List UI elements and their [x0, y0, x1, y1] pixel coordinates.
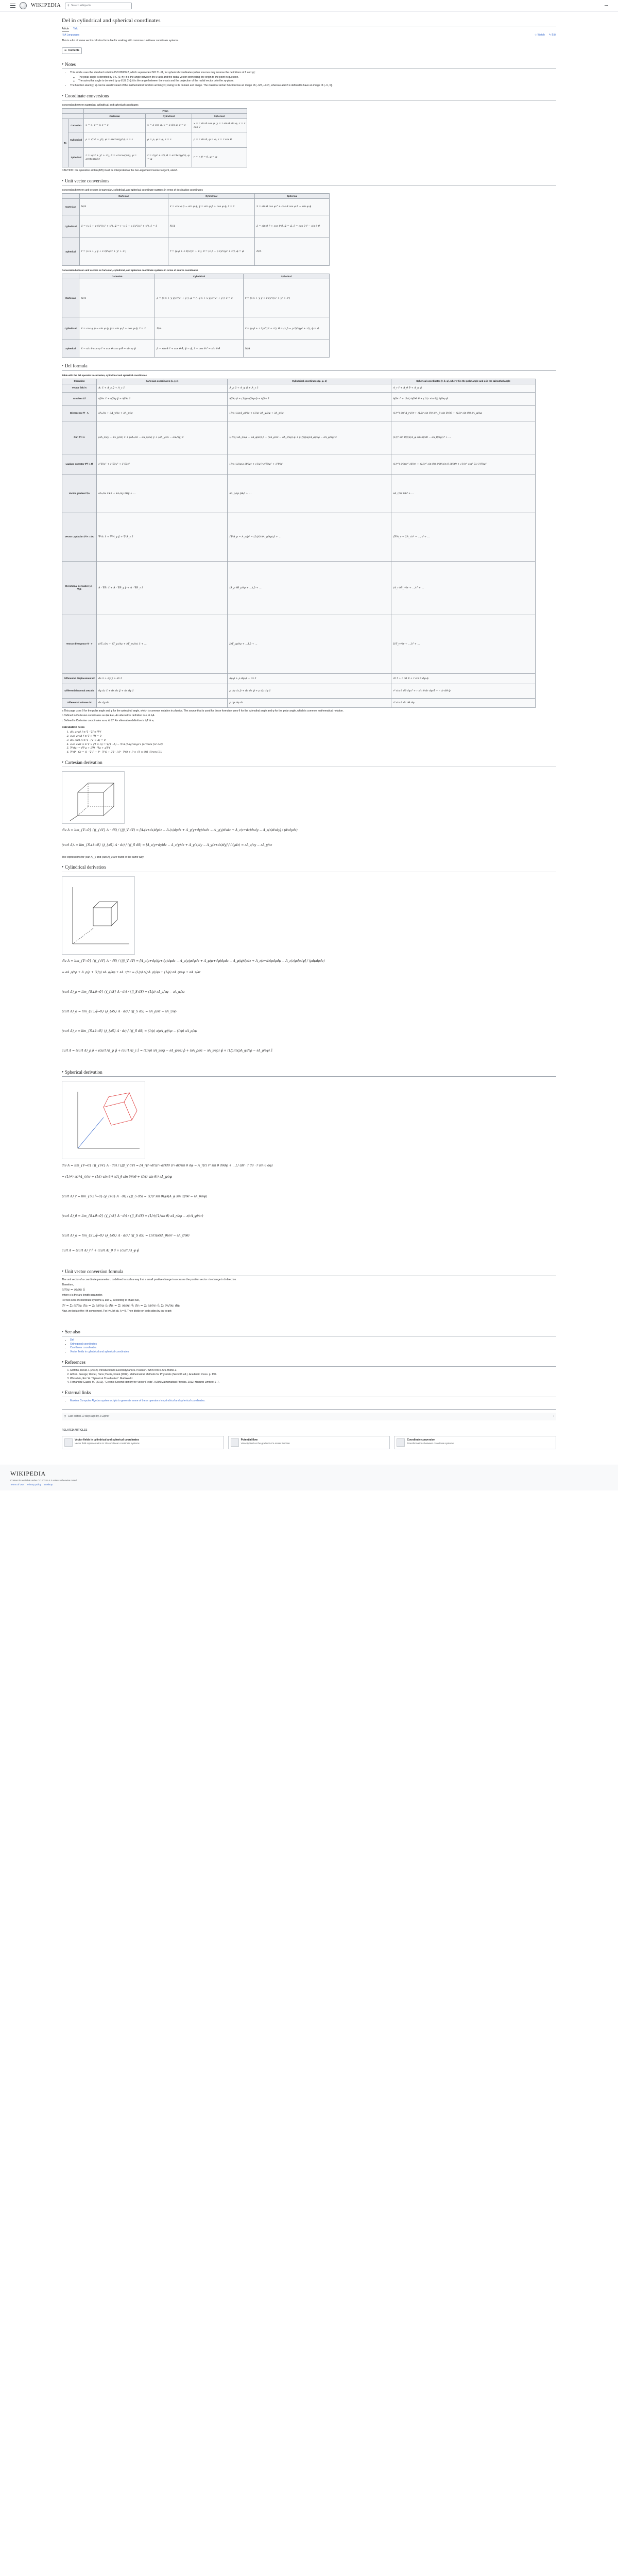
table-cell: Aₓ x̂ + A_y ŷ + A_z ẑ [97, 384, 228, 392]
table-header: Spherical [243, 274, 329, 279]
wikipedia-globe-icon [20, 2, 27, 9]
list-icon: ☰ [64, 49, 67, 53]
equation: curl A = (curl A)_r r̂ + (curl A)_θ θ̂ + (curl A)_φ φ̂ [62, 1248, 139, 1252]
footnote: a This page uses θ for the polar angle and φ for the azimuthal angle, which is common notation in physics. The source that is used for these formulae uses θ for the azimuthal angle and φ for the polar angle, which is common mathematical notation. [62, 709, 344, 713]
list-item: 5. ∇²(fg) = f∇²g + 2∇f · ∇g + g∇²f [70, 747, 556, 750]
table-cell: ∂f/∂r r̂ + (1/r) ∂f/∂θ θ̂ + (1/(r sin θ)) ∂f/∂φ φ̂ [391, 392, 536, 405]
table-cell: (A_ρ ∂B_ρ/∂ρ + ...) ρ̂ + ... [228, 561, 391, 615]
table-header: Cylindrical [146, 114, 192, 119]
license-text: Content is available under CC BY-SA 4.0 unless otherwise noted. [10, 1479, 77, 1482]
table-cell: ρ dρ dφ dz [228, 698, 391, 707]
thumbnail [397, 1438, 405, 1447]
table-cell: ∂²f/∂x² + ∂²f/∂y² + ∂²f/∂z² [97, 454, 228, 474]
table-caption: Conversion between unit vectors in Cartesian, cylindrical, and spherical coordinate systems in terms of source coordinates [62, 269, 198, 272]
chevron-down-icon: ▾ [62, 1330, 64, 1333]
equation: ∂r/∂u = ∂s/∂u û [62, 1288, 85, 1292]
table-cell: ρ dφ dz ρ̂ + dρ dz φ̂ + ρ dρ dφ ẑ [228, 684, 391, 698]
table-cell: ρ̂ = (x x̂ + y ŷ)/√(x² + y²), φ̂ = (−y x̂ + x ŷ)/√(x² + y²), ẑ = ẑ [155, 279, 244, 317]
calculation-rules-heading: Calculation rules [62, 725, 85, 729]
footnote: b Defined in Cartesian coordinates as ∂ᵢA ⊗ eᵢ. An alternative definition is eᵢ ⊗ ∂ᵢA. [62, 714, 156, 718]
row-header: Directional derivative (A · ∇)B [62, 561, 97, 615]
coordinate-conversions-heading[interactable]: ▾ Coordinate conversions [62, 93, 556, 100]
table-cell: N/A [79, 199, 168, 215]
table-row [62, 474, 536, 513]
contents-button[interactable]: ☰ Contents [62, 47, 82, 54]
table-corner [62, 194, 80, 199]
spherical-volume-figure [62, 1081, 145, 1159]
paragraph: Now, we isolate the i-th component. For i≠k, let du_k = 0. Then divide on both sides by duᵢ to get: [62, 1309, 172, 1313]
equation: = ∂A_ρ/∂ρ + A_ρ/ρ + (1/ρ) ∂A_φ/∂φ + ∂A_z/∂z = (1/ρ) ∂(ρA_ρ)/∂ρ + (1/ρ) ∂A_φ/∂φ + ∂A_z/∂z [62, 971, 201, 975]
see-also-link[interactable]: Curvilinear coordinates [70, 1346, 97, 1350]
notes-list [70, 71, 556, 88]
related-article-card[interactable]: Vector fields in cylindrical and spherical coordinates Vector field representation in 3D curvilinear coordinate systems [62, 1436, 224, 1449]
see-also-heading[interactable]: ▾ See also [62, 1329, 556, 1336]
equation: dr = Σᵢ ∂r/∂uᵢ duᵢ = Σᵢ ∂s/∂uᵢ ûᵢ duᵢ = Σⱼ ∂s/∂vⱼ v̂ⱼ dvⱼ = Σⱼ ∂s/∂vⱼ v̂ⱼ Σᵢ ∂vⱼ/∂uᵢ duᵢ [62, 1303, 180, 1308]
table-header: Cartesian [84, 114, 146, 119]
table-cell: dr r̂ + r dθ θ̂ + r sin θ dφ φ̂ [391, 673, 536, 684]
unit-vector-formula-heading[interactable]: ▾ Unit vector conversion formula [62, 1268, 556, 1276]
table-cell: N/A [168, 215, 254, 238]
row-header: Cylindrical [62, 215, 80, 238]
table-header: Cartesian [79, 194, 168, 199]
table-cell: ∇²Aₓ x̂ + ∇²A_y ŷ + ∇²A_z ẑ [97, 513, 228, 561]
paragraph: where s is the arc length parameter. [62, 1294, 103, 1297]
paragraph: For two sets of coordinate systems uᵢ and vⱼ, according to chain rule, [62, 1299, 140, 1302]
unit-vector-conversions-heading[interactable]: ▾ Unit vector conversions [62, 178, 556, 185]
table-header: Spherical [254, 194, 329, 199]
table-header: Operation [62, 379, 97, 384]
history-icon: ◷ [64, 1414, 66, 1418]
language-button[interactable]: 文A Languages [62, 33, 80, 37]
table-cell: ρ̂ = (x x̂ + y ŷ)/√(x² + y²), φ̂ = (−y x̂ + x ŷ)/√(x² + y²), ẑ = ẑ [79, 215, 168, 238]
row-header: Laplace operator ∇²f ≡ ∆f [62, 454, 97, 474]
table-cell: ∂f/∂x x̂ + ∂f/∂y ŷ + ∂f/∂z ẑ [97, 392, 228, 405]
table-caption: Conversion between unit vectors in Cartesian, cylindrical, and spherical coordinate systems in terms of destination coordinates [62, 189, 203, 192]
table-header: Spherical coordinates (r, θ, φ), where θ is the polar angle and φ is the azimuthal angle [391, 379, 536, 384]
calculation-rules-list [70, 731, 556, 754]
table-cell: A_ρ ρ̂ + A_φ φ̂ + A_z ẑ [228, 384, 391, 392]
search-input[interactable] [65, 3, 132, 9]
table-caption: Conversion between Cartesian, cylindrical, and spherical coordinates [62, 104, 139, 107]
table-cell: A_r r̂ + A_θ θ̂ + A_φ φ̂ [391, 384, 536, 392]
spherical-derivation-heading[interactable]: ▾ Spherical derivation [62, 1069, 556, 1077]
chevron-down-icon: ▾ [62, 1269, 64, 1273]
row-header: Differential normal area dS [62, 684, 97, 698]
table-cell: [∂T_rr/∂r + ...] r̂ + ... [391, 615, 536, 673]
list-item: ◦ The polar angle is denoted by θ ∈ [0, π]: it is the angle between the z-axis and the radial vector connecting the origin to the point in question. [78, 76, 556, 79]
table-cell: x = r sin θ cos φ, y = r sin θ sin φ, z = r cos θ [192, 119, 247, 132]
table-cell: ∂A_ρ/∂ρ ρ̂⊗ρ̂ + ... [228, 474, 391, 513]
row-header: Gradient ∇f [62, 392, 97, 405]
footer-logo: WIKIPEDIA [10, 1470, 46, 1478]
table-cell: r = √(x² + y² + z²), θ = arccos(z/r), φ = arctan(y/x) [84, 148, 146, 167]
row-header: Curl ∇ × A [62, 421, 97, 454]
equation: = (1/r²) ∂(r²A_r)/∂r + (1/(r sin θ)) ∂(A_θ sin θ)/∂θ + (1/(r sin θ)) ∂A_φ/∂φ [62, 1175, 172, 1179]
table-row [62, 405, 536, 421]
table-cell: r̂ = (x x̂ + y ŷ + z ẑ)/√(x² + y² + z²) [243, 279, 329, 317]
cartesian-derivation-heading[interactable]: ▾ Cartesian derivation [62, 759, 556, 767]
equation: (curl A)_φ = lim_{S⊥φ̂→0} (∮_{∂S} A · dℓ) / (∬_S dS) = ∂A_ρ/∂z − ∂A_z/∂ρ [62, 1010, 177, 1014]
table-row [62, 340, 330, 358]
row-header: Vector field A [62, 384, 97, 392]
list-item: • This article uses the standard notation ISO 80000-2, which supersedes ISO 31-11, for spherical coordinates (other sources may reverse the definitions of θ and φ): [70, 71, 556, 75]
reference-item: 2. Arfken, George; Weber, Hans; Harris, Frank (2012). Mathematical Methods for Physicists (Seventh ed.). Academic Press. p. 192. [70, 1373, 556, 1377]
table-row [62, 513, 536, 561]
see-also-link[interactable]: Del [70, 1338, 74, 1342]
footer-link[interactable]: Privacy policy [27, 1483, 42, 1486]
table-cell: x = ρ cos φ, y = ρ sin φ, z = z [146, 119, 192, 132]
del-formula-heading[interactable]: ▾ Del formula [62, 363, 556, 370]
table-cell: ∂f/∂ρ ρ̂ + (1/ρ) ∂f/∂φ φ̂ + ∂f/∂z ẑ [228, 392, 391, 405]
divider [62, 1409, 556, 1410]
table-row [62, 561, 536, 615]
chevron-right-icon: › [553, 1414, 554, 1418]
table-cell: r̂ = (x x̂ + y ŷ + z ẑ)/√(x² + y² + z²) [79, 238, 168, 266]
chevron-down-icon: ▾ [62, 1391, 64, 1395]
external-links-list [70, 1399, 556, 1403]
list-item: 6. ∇²(P · Q) = Q · ∇²P − P · ∇²Q + 2∇ · [(P · ∇)Q + P × (∇ × Q)] (From [3]) [70, 751, 556, 754]
table-header: Cartesian [79, 274, 155, 279]
equation: div A = lim_{V→0} (∬_{∂V} A · dS) / (∭_V dV) = [A_r(r+dr)(r+dr)dθ (r+dr)sin θ dφ − A_r(r) r² sin θ dθdφ + ...] / (dr · r dθ · r sin θ dφ) [62, 1164, 273, 1168]
see-also-list [70, 1338, 556, 1354]
reference-item: 4. Fernández-Guasti, M. (2012). "Green's Second Identity for Vector Fields". ISRN Mathematical Physics. 2012. Hindawi Limited: 1–7. [70, 1381, 556, 1384]
table-cell: N/A [79, 279, 155, 317]
top-bar [0, 0, 618, 12]
table-row [62, 684, 536, 698]
table-header: Cylindrical coordinates (ρ, φ, z) [228, 379, 391, 384]
related-articles [62, 1436, 556, 1449]
table-header: Cylindrical [168, 194, 254, 199]
footer-link[interactable]: Desktop [44, 1483, 53, 1486]
row-header: Vector Laplacian ∇²A ≡ ∆A [62, 513, 97, 561]
reference-item: 1. Griffiths, David J. (2012). Introduction to Electrodynamics. Pearson. ISBN 978-0-321-85656-2. [70, 1369, 556, 1372]
equation: (curl A)_z = lim_{S⊥ẑ→0} (∮_{∂S} A · dℓ) / (∬_S dS) = (1/ρ) ∂(ρA_φ)/∂ρ − (1/ρ) ∂A_ρ/∂φ [62, 1029, 197, 1033]
paragraph: The unit vector of a coordinate parameter u is defined in such a way that a small positive change in u causes the position vector r to change in û direction. [62, 1278, 237, 1281]
see-also-link[interactable]: Orthogonal coordinates [70, 1342, 97, 1346]
table-cell: dy dz x̂ + dx dz ŷ + dx dy ẑ [97, 684, 228, 698]
row-header: Cartesian [62, 279, 79, 317]
row-header: Tensor divergence ∇ · T [62, 615, 97, 673]
list-item: • The function atan2(y, x) can be used instead of the mathematical function arctan(y/x) owing to its domain and image. The classical arctan function has an image of (−π/2, +π/2), whereas atan2 is defined to have an image of (−π, π]. [70, 84, 556, 88]
table-cell: x̂ = cos φ ρ̂ − sin φ φ̂, ŷ = sin φ ρ̂ + cos φ φ̂, ẑ = ẑ [79, 317, 155, 340]
row-header: Vector gradient ∇A [62, 474, 97, 513]
page-title: Del in cylindrical and spherical coordinates [62, 17, 556, 26]
table-cell: ρ = r sin θ, φ = φ, z = r cos θ [192, 132, 247, 148]
table-header: From [84, 109, 247, 114]
table-header: Cylindrical [155, 274, 244, 279]
list-item: 2. curl grad f ≡ ∇ × ∇f = 0 [70, 735, 556, 738]
related-articles-heading: RELATED ARTICLES [62, 1428, 88, 1432]
row-header: Cylindrical [68, 132, 84, 148]
reference-item: 3. Weisstein, Eric W. "Spherical Coordinates". MathWorld. [70, 1377, 556, 1381]
table-row [62, 421, 536, 454]
table-cell: (1/ρ) ∂(ρA_ρ)/∂ρ + (1/ρ) ∂A_φ/∂φ + ∂A_z/∂z [228, 405, 391, 421]
table-row [62, 199, 330, 215]
table-row [62, 454, 536, 474]
table-cell: N/A [243, 340, 329, 358]
cartesian-volume-figure [62, 771, 125, 824]
equation: (curl A)_θ = lim_{S⊥θ̂→0} (∮_{∂S} A · dℓ) / (∬_S dS) = (1/r)((1/sin θ) ∂A_r/∂φ − ∂(rA_φ)/∂r) [62, 1214, 203, 1218]
equation: (curl A)_φ = lim_{S⊥φ̂→0} (∮_{∂S} A · dℓ) / (∬_S dS) = (1/r)(∂(rA_θ)/∂r − ∂A_r/∂θ) [62, 1234, 190, 1238]
coordinate-conversion-table [62, 108, 247, 167]
cylindrical-volume-figure [62, 876, 135, 955]
article-page [52, 12, 566, 1449]
table-cell: N/A [254, 238, 329, 266]
table-row [62, 384, 536, 392]
equation: curl A = (curl A)_ρ ρ̂ + (curl A)_φ φ̂ + (curl A)_z ẑ = ((1/ρ) ∂A_z/∂φ − ∂A_φ/∂z) ρ̂ + (∂A_ρ/∂z − ∂A_z/∂ρ) φ̂ + (1/ρ)(∂(ρA_φ)/∂ρ − ∂A_ρ/∂φ) ẑ [62, 1049, 272, 1053]
references-list [70, 1369, 556, 1384]
table-cell: dx x̂ + dy ŷ + dz ẑ [97, 673, 228, 684]
footnote: c Defined in Cartesian coordinates as eᵢ ⊗ ∂ᵢT. An alternative definition is ∂ᵢT ⊗ eᵢ. [62, 719, 154, 723]
table-corner [62, 274, 79, 279]
site-logo[interactable]: WIKIPEDIA [31, 3, 61, 9]
table-cell: (1/ρ) ∂/∂ρ(ρ ∂f/∂ρ) + (1/ρ²) ∂²f/∂φ² + ∂²f/∂z² [228, 454, 391, 474]
table-header: Cartesian coordinates (x, y, z) [97, 379, 228, 384]
row-header: Divergence ∇ · A [62, 405, 97, 421]
notes-heading[interactable]: ▾ Notes [62, 61, 556, 69]
table-cell: A · ∇Bₓ x̂ + A · ∇B_y ŷ + A · ∇B_z ẑ [97, 561, 228, 615]
row-header: Spherical [62, 238, 80, 266]
table-cell: (1/r²) ∂(r²A_r)/∂r + (1/(r sin θ)) ∂(A_θ sin θ)/∂θ + (1/(r sin θ)) ∂A_φ/∂φ [391, 405, 536, 421]
table-cell: r = r, θ = θ, φ = φ [192, 148, 247, 167]
table-row [62, 132, 247, 148]
search-icon: ⚲ [67, 4, 70, 7]
footer-link[interactable]: Terms of Use [10, 1483, 24, 1486]
external-links-heading[interactable]: ▾ External links [62, 1389, 556, 1397]
chevron-down-icon: ▾ [62, 760, 64, 764]
chevron-down-icon: ▾ [62, 94, 64, 97]
thumbnail [64, 1438, 73, 1447]
table-cell: ρ = ρ, φ = φ, z = z [146, 132, 192, 148]
table-header: To [62, 119, 68, 167]
row-header: Differential displacement dℓ [62, 673, 97, 684]
table-cell: (A_r ∂B_r/∂r + ...) r̂ + ... [391, 561, 536, 615]
table-row [62, 279, 330, 317]
table-row [62, 148, 247, 167]
chevron-down-icon: ▾ [62, 62, 64, 66]
table-cell: r̂ = (ρ ρ̂ + z ẑ)/√(ρ² + z²), θ̂ = (z ρ̂ − ρ ẑ)/√(ρ² + z²), φ̂ = φ̂ [243, 317, 329, 340]
table-cell: ρ̂ = sin θ r̂ + cos θ θ̂, φ̂ = φ̂, ẑ = cos θ r̂ − sin θ θ̂ [155, 340, 244, 358]
chevron-down-icon: ▾ [62, 866, 64, 869]
list-item: 4. curl curl A ≡ ∇ × (∇ × A) = ∇(∇ · A) − ∇²A (Lagrange's formula for del) [70, 743, 556, 747]
table-row [62, 215, 330, 238]
unit-vector-table-destination [62, 193, 330, 266]
equation: div A = lim_{V→0} (∬_{∂V} A · dS) / (∭_V dV) = [A_ρ(ρ+dρ)(ρ+dρ)dφdz − A_ρ(ρ)ρdφdz + A_φ(φ+dφ)dρdz − A_φ(φ)dρdz + A_z(z+dz)ρdρdφ − A_z(z)ρdρdφ] / (ρdφdρdz) [62, 959, 325, 963]
row-header: Cylindrical [62, 317, 79, 340]
lead-paragraph: This is a list of some vector calculus formulae for working with common curvilinear coordinate systems. [62, 39, 179, 43]
table-cell: N/A [155, 317, 244, 340]
tab-talk[interactable]: Talk [73, 27, 78, 30]
row-header: Cartesian [68, 119, 84, 132]
list-item: 1. div grad f ≡ ∇ · ∇f ≡ ∇²f [70, 731, 556, 734]
tab-article[interactable]: Article [62, 27, 69, 30]
table-header: Spherical [192, 114, 247, 119]
table-cell: x̂ = sin θ cos φ r̂ + cos θ cos φ θ̂ − sin φ φ̂ [79, 340, 155, 358]
table-row [62, 238, 330, 266]
external-link[interactable]: Maxima Computer Algebra system scripts to generate some of these operators in cylindrical and spherical coordinates. [70, 1399, 205, 1403]
table-corner [62, 114, 84, 119]
last-edited-bar[interactable]: ◷ Last edited 10 days ago by J.Cipher › [62, 1413, 556, 1420]
table-cell: r² sin θ dr dθ dφ [391, 698, 536, 707]
table-cell: (∇²A_r − 2A_r/r² − ...) r̂ + ... [391, 513, 536, 561]
list-item: ◦ The azimuthal angle is denoted by φ ∈ [0, 2π]: it is the angle between the x-axis and the projection of the radial vector onto the xy-plane. [78, 79, 556, 83]
table-cell: (∇²A_ρ − A_ρ/ρ² − (2/ρ²) ∂A_φ/∂φ) ρ̂ + ... [228, 513, 391, 561]
table-cell: ((1/ρ) ∂A_z/∂φ − ∂A_φ/∂z) ρ̂ + (∂A_ρ/∂z − ∂A_z/∂ρ) φ̂ + (1/ρ)(∂(ρA_φ)/∂ρ − ∂A_ρ/∂φ) ẑ [228, 421, 391, 454]
references-heading[interactable]: ▾ References [62, 1359, 556, 1367]
see-also-link[interactable]: Vector fields in cylindrical and spherical coordinates [70, 1350, 129, 1354]
table-cell: r² sin θ dθ dφ r̂ + r sin θ dr dφ θ̂ + r dr dθ φ̂ [391, 684, 536, 698]
table-cell: (1/(r sin θ))(∂(A_φ sin θ)/∂θ − ∂A_θ/∂φ) r̂ + ... [391, 421, 536, 454]
equation: (curl A)_ρ = lim_{S⊥ρ̂→0} (∮_{∂S} A · dℓ) / (∬_S dS) = (1/ρ) ∂A_z/∂φ − ∂A_φ/∂z [62, 990, 185, 994]
table-cell: ∂Aₓ/∂x x̂⊗x̂ + ∂Aₓ/∂y x̂⊗ŷ + ... [97, 474, 228, 513]
search-placeholder: Search Wikipedia [71, 4, 91, 7]
table-row [62, 615, 536, 673]
unit-vector-table-source [62, 274, 330, 358]
table-cell: (∂A_z/∂y − ∂A_y/∂z) x̂ + (∂Aₓ/∂z − ∂A_z/∂x) ŷ + (∂A_y/∂x − ∂Aₓ/∂y) ẑ [97, 421, 228, 454]
row-header: Differential volume dV [62, 698, 97, 707]
list-item: 3. div curl A ≡ ∇ · (∇ × A) = 0 [70, 739, 556, 742]
table-cell: ∂Aₓ/∂x + ∂A_y/∂y + ∂A_z/∂z [97, 405, 228, 421]
table-cell: r̂ = (ρ ρ̂ + z ẑ)/√(ρ² + z²), θ̂ = (z ρ̂ − ρ ẑ)/√(ρ² + z²), φ̂ = φ̂ [168, 238, 254, 266]
chevron-down-icon: ▾ [62, 1070, 64, 1074]
equation: (curl A)_r = lim_{S⊥r̂→0} (∮_{∂S} A · dℓ) / (∬_S dS) = (1/(r sin θ))(∂(A_φ sin θ)/∂θ − ∂A_θ/∂φ) [62, 1195, 208, 1199]
table-cell: x̂ = cos φ ρ̂ − sin φ φ̂, ŷ = sin φ ρ̂ + cos φ φ̂, ẑ = ẑ [168, 199, 254, 215]
related-article-card[interactable]: Potential flow Velocity field as the gradient of a scalar function [228, 1436, 390, 1449]
table-cell: (1/r²) ∂/∂r(r² ∂f/∂r) + (1/(r² sin θ)) ∂/∂θ(sin θ ∂f/∂θ) + (1/(r² sin² θ)) ∂²f/∂φ² [391, 454, 536, 474]
equation: div A = lim_{V→0} (∬_{∂V} A · dS) / (∭_V dV) = [Aₓ(x+dx)dydz − Aₓ(x)dydz + A_y(y+dy)dxdz − A_y(y)dxdz + A_z(z+dz)dxdy − A_z(z)dxdy] / (dxdydz) [62, 828, 298, 833]
chevron-down-icon: ▾ [62, 179, 64, 183]
table-row [62, 317, 330, 340]
row-header: Spherical [68, 148, 84, 167]
caution-note: CAUTION: the operation arctan(A/B) must be interpreted as the two-argument inverse tangent, atan2. [62, 169, 178, 173]
table-row [62, 119, 247, 132]
watch-button[interactable]: ☆ Watch [534, 33, 545, 37]
table-row [62, 673, 536, 684]
table-row [62, 698, 536, 707]
more-icon[interactable] [605, 5, 608, 7]
table-row [62, 392, 536, 405]
table-cell: ρ = √(x² + y²), φ = arctan(y/x), z = z [84, 132, 146, 148]
related-article-card[interactable]: Coordinate conversion Transformations between coordinate systems [394, 1436, 556, 1449]
table-cell: dρ ρ̂ + ρ dφ φ̂ + dz ẑ [228, 673, 391, 684]
table-cell: [∂T_ρρ/∂ρ + ...] ρ̂ + ... [228, 615, 391, 673]
table-cell: dx dy dz [97, 698, 228, 707]
edit-button[interactable]: ✎ Edit [548, 33, 556, 37]
language-icon: 文A [62, 33, 67, 37]
del-formula-table [62, 379, 536, 708]
table-corner [62, 109, 84, 114]
table-caption: Table with the del operator in cartesian, cylindrical and spherical coordinates [62, 374, 147, 377]
table-cell: ∂A_r/∂r r̂⊗r̂ + ... [391, 474, 536, 513]
table-cell: x̂ = sin θ cos φ r̂ + cos θ cos φ θ̂ − sin φ φ̂ [254, 199, 329, 215]
chevron-down-icon: ▾ [62, 364, 64, 368]
cylindrical-derivation-heading[interactable]: ▾ Cylindrical derivation [62, 864, 556, 872]
paragraph: The expressions for (curl A)_y and (curl A)_z are found in the same way. [62, 855, 144, 859]
table-cell: (∂Tₓₓ/∂x + ∂T_yx/∂y + ∂T_zx/∂z) x̂ + ... [97, 615, 228, 673]
paragraph: Therefore, [62, 1283, 74, 1286]
table-cell: x = x, y = y, z = z [84, 119, 146, 132]
table-cell: r = √(ρ² + z²), θ = arctan(ρ/z), φ = φ [146, 148, 192, 167]
thumbnail [231, 1438, 239, 1447]
table-cell: ρ̂ = sin θ r̂ + cos θ θ̂, φ̂ = φ̂, ẑ = cos θ r̂ − sin θ θ̂ [254, 215, 329, 238]
row-header: Spherical [62, 340, 79, 358]
equation: (curl A)ₓ = lim_{S⊥x̂→0} (∮_{∂S} A · dℓ) / (∬_S dS) = [A_z(y+dy)dz − A_z(y)dz + A_y(z)dy − A_y(z+dz)dy] / (dydz) = ∂A_z/∂y − ∂A_y/∂z [62, 843, 272, 847]
row-header: Cartesian [62, 199, 80, 215]
menu-icon[interactable] [10, 4, 15, 8]
chevron-down-icon: ▾ [62, 1360, 64, 1364]
page-footer [0, 1465, 618, 1490]
